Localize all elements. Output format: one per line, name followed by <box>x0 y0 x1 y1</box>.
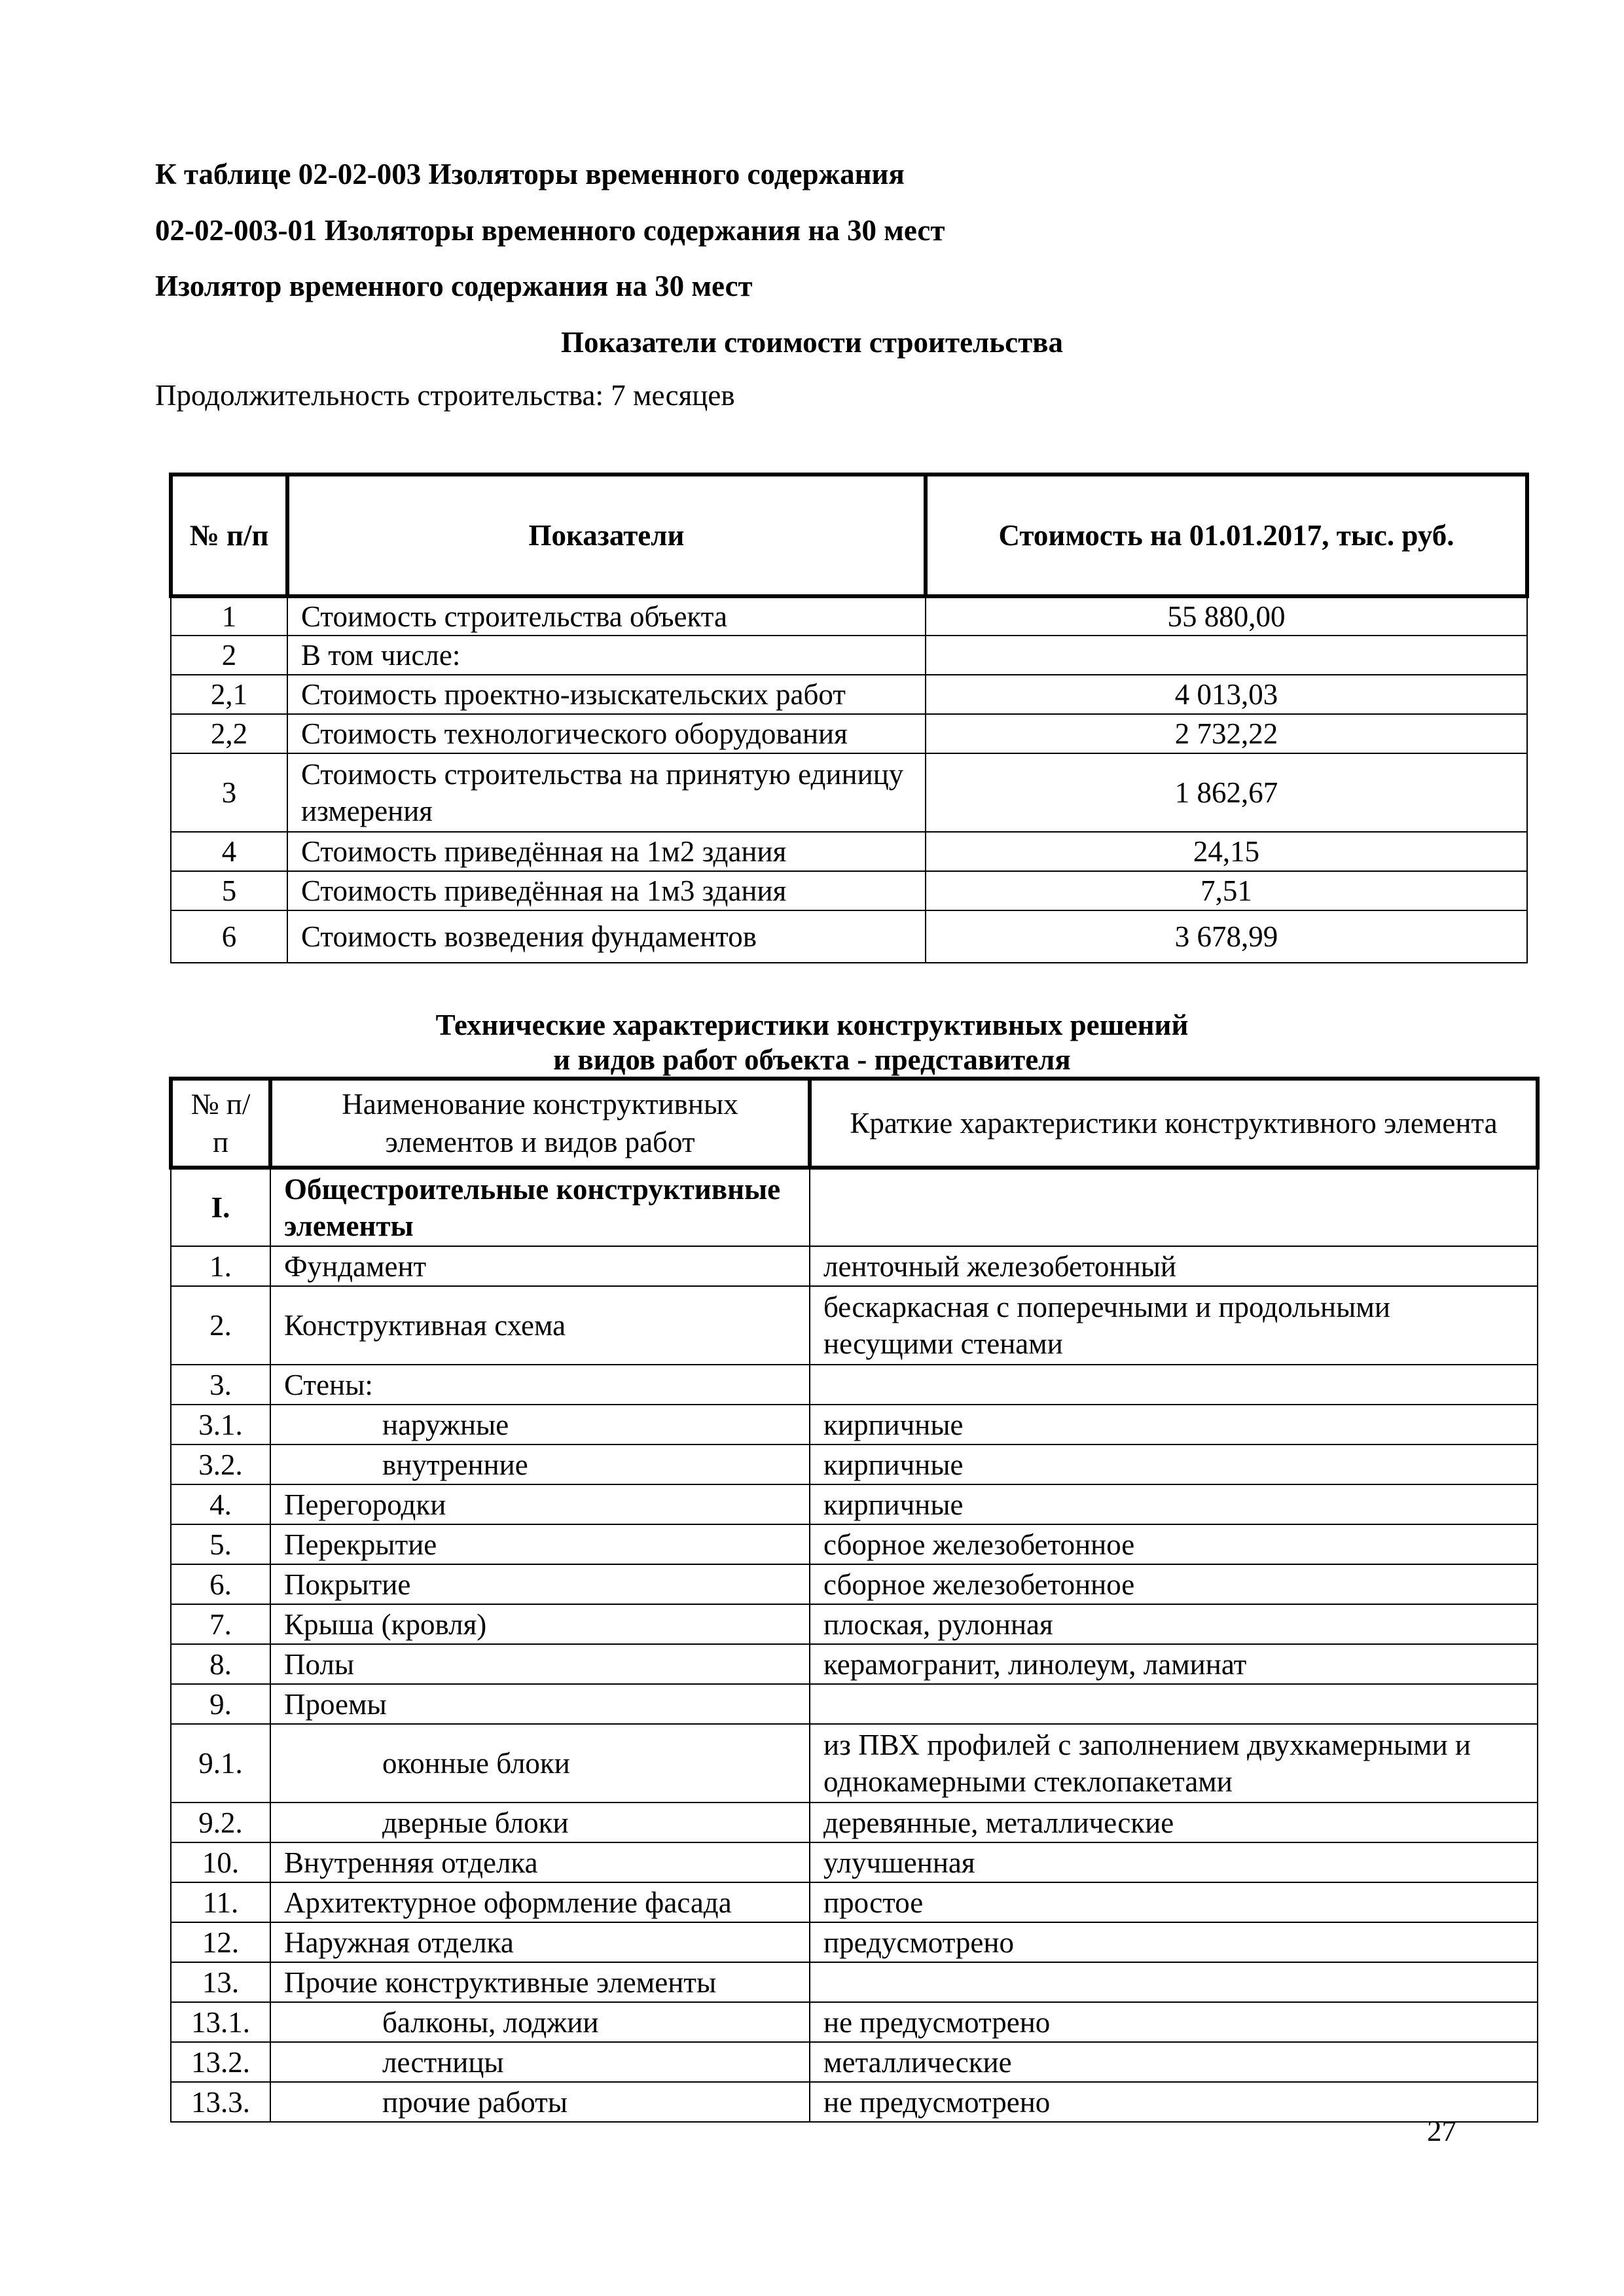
column-header-number: № п/п <box>171 475 287 596</box>
element-description: кирпичные <box>810 1405 1538 1444</box>
element-name: прочие работы <box>270 2082 810 2122</box>
row-number: 11. <box>171 1882 270 1922</box>
element-name: Стены: <box>270 1365 810 1405</box>
technical-characteristics-table <box>169 1077 1540 2123</box>
doc-heading-table-ref: К таблице 02-02-003 Изоляторы временного содержания <box>155 158 905 190</box>
table-row <box>171 1604 1538 1644</box>
row-number: 1 <box>171 596 287 636</box>
table-row <box>171 1365 1538 1405</box>
table-row <box>171 910 1527 963</box>
row-number: 7. <box>171 1604 270 1644</box>
row-number: 8. <box>171 1644 270 1684</box>
element-description: кирпичные <box>810 1484 1538 1524</box>
element-description: сборное железобетонное <box>810 1524 1538 1564</box>
row-number: 5. <box>171 1524 270 1564</box>
element-description: из ПВХ профилей с заполнением двухкамерными и однокамерными стеклопакетами <box>810 1724 1538 1803</box>
element-description: не предусмотрено <box>810 2082 1538 2122</box>
page-number: 27 <box>1427 2115 1456 2147</box>
tech-section-title-line1: Технические характеристики конструктивных решений <box>435 1009 1189 1041</box>
row-number: 13.2. <box>171 2042 270 2082</box>
row-number: 1. <box>171 1246 270 1286</box>
element-description: простое <box>810 1882 1538 1922</box>
element-description: бескаркасная с поперечными и продольными несущими стенами <box>810 1286 1538 1365</box>
table-row <box>171 753 1527 832</box>
row-number: 13. <box>171 1962 270 2002</box>
column-header-element: Наименование конструктивных элементов и видов работ <box>270 1079 810 1168</box>
row-number: 3. <box>171 1365 270 1405</box>
row-number: 3 <box>171 753 287 832</box>
column-header-number: № п/п <box>171 1079 270 1168</box>
row-number: 13.3. <box>171 2082 270 2122</box>
row-number: 9. <box>171 1684 270 1724</box>
row-number: 2. <box>171 1286 270 1365</box>
table-header-row <box>171 475 1527 596</box>
column-header-indicator: Показатели <box>287 475 926 596</box>
table-row <box>171 1803 1538 1842</box>
cost-value: 7,51 <box>926 871 1527 910</box>
table-row <box>171 1444 1538 1484</box>
table-row <box>171 2042 1538 2082</box>
table-row <box>171 1644 1538 1684</box>
row-number: 3.2. <box>171 1444 270 1484</box>
element-description <box>810 1962 1538 2002</box>
element-name: Перекрытие <box>270 1524 810 1564</box>
element-name: оконные блоки <box>270 1724 810 1803</box>
row-number: 3.1. <box>171 1405 270 1444</box>
table-row <box>171 1405 1538 1444</box>
table-row <box>171 636 1527 675</box>
element-name: Проемы <box>270 1684 810 1724</box>
cost-value: 2 732,22 <box>926 714 1527 753</box>
element-name: лестницы <box>270 2042 810 2082</box>
element-description: металлические <box>810 2042 1538 2082</box>
element-name: Наружная отделка <box>270 1922 810 1962</box>
element-name: Внутренняя отделка <box>270 1842 810 1882</box>
table-row <box>171 1286 1538 1365</box>
table-row <box>171 871 1527 910</box>
table-row <box>171 596 1527 636</box>
table-row <box>171 1962 1538 2002</box>
cost-value: 1 862,67 <box>926 753 1527 832</box>
doc-heading-code: 02-02-003-01 Изоляторы временного содержания на 30 мест <box>155 214 945 247</box>
row-number: 4. <box>171 1484 270 1524</box>
element-name: Прочие конструктивные элементы <box>270 1962 810 2002</box>
construction-duration: Продолжительность строительства: 7 месяцев <box>155 379 735 412</box>
table-row <box>171 1882 1538 1922</box>
table-row <box>171 1724 1538 1803</box>
table-row <box>171 1842 1538 1882</box>
element-name: дверные блоки <box>270 1803 810 1842</box>
indicator-name: Стоимость возведения фундаментов <box>287 910 926 963</box>
cost-value: 3 678,99 <box>926 910 1527 963</box>
row-number: 6. <box>171 1564 270 1604</box>
cost-value: 55 880,00 <box>926 596 1527 636</box>
element-description: деревянные, металлические <box>810 1803 1538 1842</box>
row-number: 9.2. <box>171 1803 270 1842</box>
element-name: Полы <box>270 1644 810 1684</box>
table-header-row <box>171 1079 1538 1168</box>
table-row <box>171 1524 1538 1564</box>
indicator-name: Стоимость приведённая на 1м2 здания <box>287 832 926 871</box>
column-header-cost: Стоимость на 01.01.2017, тыс. руб. <box>926 475 1527 596</box>
indicator-name: Стоимость проектно-изыскательских работ <box>287 675 926 714</box>
cost-indicators-table <box>169 473 1529 963</box>
row-number: I. <box>171 1168 270 1246</box>
element-description: сборное железобетонное <box>810 1564 1538 1604</box>
table-row <box>171 675 1527 714</box>
element-description: кирпичные <box>810 1444 1538 1484</box>
row-number: 5 <box>171 871 287 910</box>
cost-section-title: Показатели стоимости строительства <box>561 326 1063 359</box>
row-number: 2 <box>171 636 287 675</box>
row-number: 9.1. <box>171 1724 270 1803</box>
table-row <box>171 1684 1538 1724</box>
element-name: внутренние <box>270 1444 810 1484</box>
table-row <box>171 1484 1538 1524</box>
table-row <box>171 1168 1538 1246</box>
element-name: Покрытие <box>270 1564 810 1604</box>
element-name: Перегородки <box>270 1484 810 1524</box>
row-number: 4 <box>171 832 287 871</box>
table-row <box>171 714 1527 753</box>
table-row <box>171 2002 1538 2042</box>
table-row <box>171 1564 1538 1604</box>
table-row <box>171 1922 1538 1962</box>
row-number: 12. <box>171 1922 270 1962</box>
table-row <box>171 1246 1538 1286</box>
cost-value <box>926 636 1527 675</box>
element-name: Фундамент <box>270 1246 810 1286</box>
indicator-name: Стоимость приведённая на 1м3 здания <box>287 871 926 910</box>
element-name: Общестроительные конструктивные элементы <box>270 1168 810 1246</box>
row-number: 6 <box>171 910 287 963</box>
doc-heading-object: Изолятор временного содержания на 30 мест <box>155 270 753 302</box>
element-description: не предусмотрено <box>810 2002 1538 2042</box>
element-description: предусмотрено <box>810 1922 1538 1962</box>
row-number: 10. <box>171 1842 270 1882</box>
column-header-description: Краткие характеристики конструктивного элемента <box>810 1079 1538 1168</box>
row-number: 2,1 <box>171 675 287 714</box>
element-name: Крыша (кровля) <box>270 1604 810 1644</box>
cost-value: 4 013,03 <box>926 675 1527 714</box>
element-description: ленточный железобетонный <box>810 1246 1538 1286</box>
table-row <box>171 2082 1538 2122</box>
cost-value: 24,15 <box>926 832 1527 871</box>
element-name: Архитектурное оформление фасада <box>270 1882 810 1922</box>
element-description: плоская, рулонная <box>810 1604 1538 1644</box>
row-number: 2,2 <box>171 714 287 753</box>
table-row <box>171 832 1527 871</box>
indicator-name: В том числе: <box>287 636 926 675</box>
element-description <box>810 1684 1538 1724</box>
element-description: керамогранит, линолеум, ламинат <box>810 1644 1538 1684</box>
element-name: балконы, лоджии <box>270 2002 810 2042</box>
element-name: наружные <box>270 1405 810 1444</box>
element-description <box>810 1365 1538 1405</box>
indicator-name: Стоимость строительства объекта <box>287 596 926 636</box>
element-description: улучшенная <box>810 1842 1538 1882</box>
element-description <box>810 1168 1538 1246</box>
indicator-name: Стоимость технологического оборудования <box>287 714 926 753</box>
tech-section-title-line2: и видов работ объекта - представителя <box>553 1043 1071 1076</box>
element-name: Конструктивная схема <box>270 1286 810 1365</box>
row-number: 13.1. <box>171 2002 270 2042</box>
indicator-name: Стоимость строительства на принятую единицу измерения <box>287 753 926 832</box>
